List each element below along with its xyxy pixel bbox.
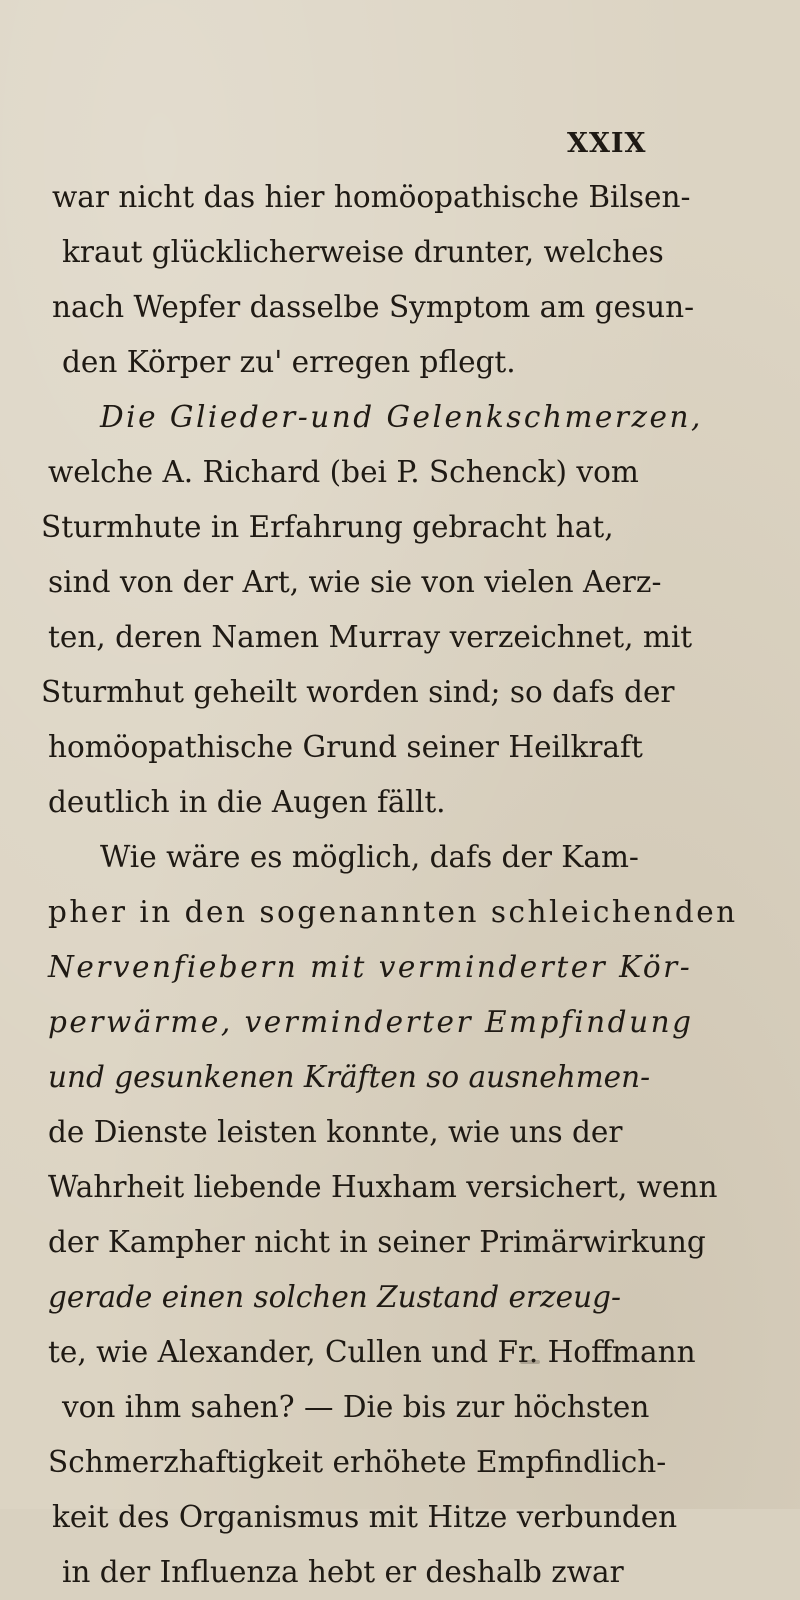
text-line: keit des Organismus mit Hitze verbunden	[52, 1500, 678, 1534]
text-line: pher in den sogenannten schleichenden	[48, 895, 738, 929]
text-line: gerade einen solchen Zustand erzeug-	[48, 1280, 621, 1314]
text-line: in der Influenza hebt er deshalb zwar	[62, 1555, 624, 1589]
body-text	[40, 170, 740, 1600]
text-line: war nicht das hier homöopathische Bilsen-	[52, 180, 691, 214]
page-number: XXIX	[567, 128, 647, 159]
text-line: perwärme, verminderter Empfindung	[48, 1005, 694, 1039]
text-line: sind von der Art, wie sie von vielen Aerz-	[48, 565, 662, 599]
text-line: Wahrheit liebende Huxham versichert, wenn	[48, 1170, 718, 1204]
text-line: Sturmhut geheilt worden sind; so dafs der	[41, 675, 675, 709]
text-line: Wie wäre es möglich, dafs der Kam-	[100, 840, 639, 874]
text-line: deutlich in die Augen fällt.	[48, 785, 446, 819]
text-line: welche A. Richard (bei P. Schenck) vom	[48, 455, 639, 489]
text-line: de Dienste leisten konnte, wie uns der	[48, 1115, 623, 1149]
text-line: und gesunkenen Kräften so ausnehmen-	[48, 1060, 651, 1094]
paper-blemish	[520, 1360, 540, 1364]
text-line: den Körper zu' erregen pflegt.	[62, 345, 516, 379]
text-line: kraut glücklicherweise drunter, welches	[62, 235, 664, 269]
text-line: Die Glieder-und Gelenkschmerzen,	[100, 400, 703, 434]
text-line: te, wie Alexander, Cullen und Fr. Hoffmann	[48, 1335, 696, 1369]
text-line: nach Wepfer dasselbe Symptom am gesun-	[52, 290, 695, 324]
text-line: ten, deren Namen Murray verzeichnet, mit	[48, 620, 693, 654]
text-line: homöopathische Grund seiner Heilkraft	[48, 730, 643, 764]
text-line: Schmerzhaftigkeit erhöhete Empfindlich-	[48, 1445, 667, 1479]
text-line: Nervenfiebern mit verminderter Kör-	[48, 950, 693, 984]
text-line: Sturmhute in Erfahrung gebracht hat,	[41, 510, 614, 544]
text-line: der Kampher nicht in seiner Primärwirkung	[48, 1225, 706, 1259]
text-line: von ihm sahen? — Die bis zur höchsten	[62, 1390, 650, 1424]
